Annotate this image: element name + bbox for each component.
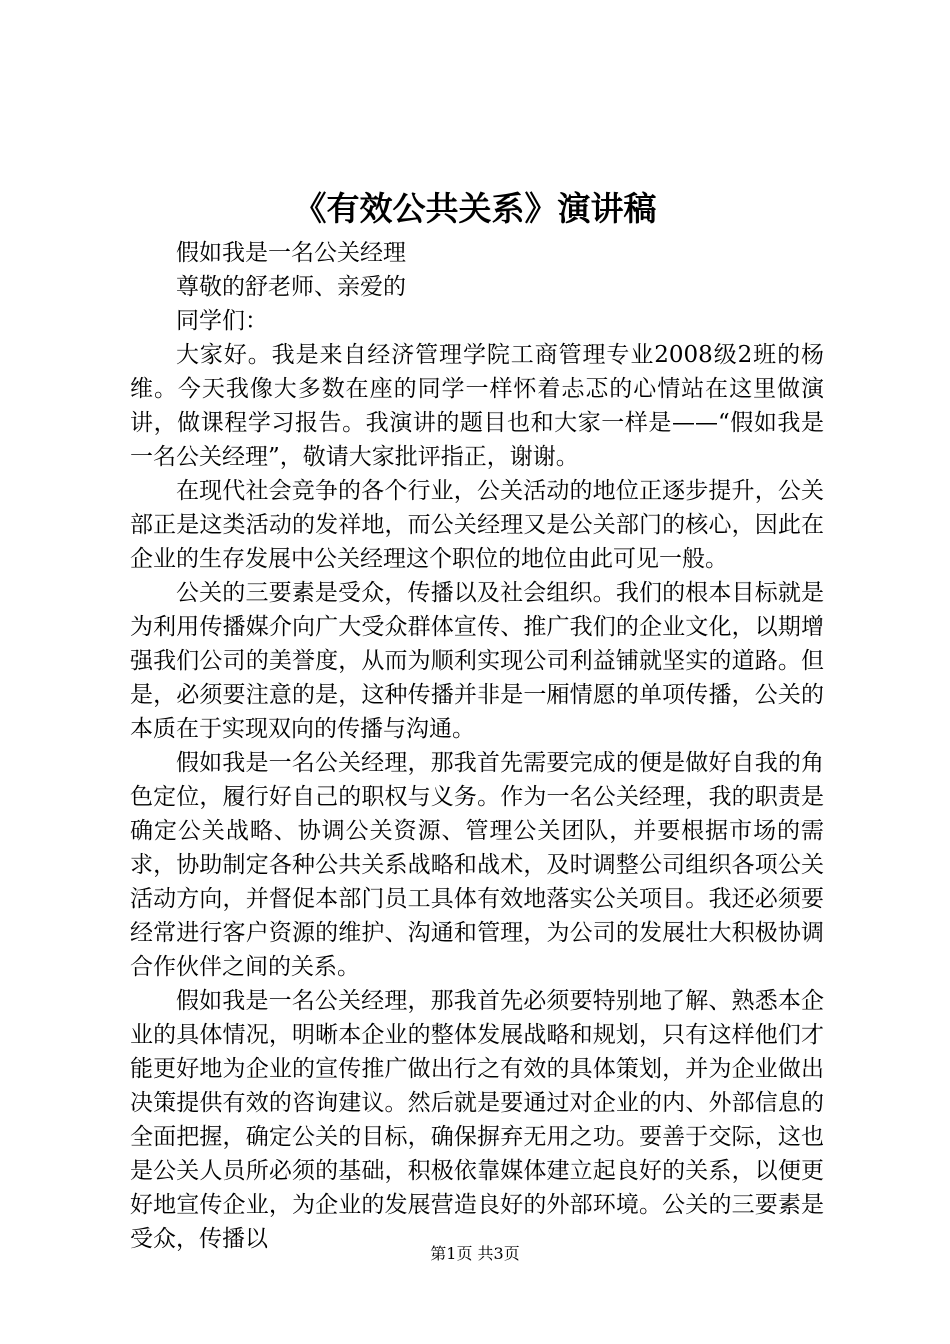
paragraph: 假如我是一名公关经理 xyxy=(176,240,406,266)
paragraph: 尊敬的舒老师、亲爱的 xyxy=(176,274,406,300)
page-footer: 第1页 共3页 xyxy=(430,1244,520,1263)
paragraph: 在现代社会竞争的各个行业，公关活动的地位正逐步提升，公关部正是这类活动的发祥地，而公关经理又是公关部门的核心，因此在企业的生存发展中公关经理这个职位的地位由此可见一般。 xyxy=(130,478,824,572)
paragraph: 同学们： xyxy=(176,308,268,334)
paragraph: 公关的三要素是受众，传播以及社会组织。我们的根本目标就是为利用传播媒介向广大受众群体宣传、推广我们的企业文化，以期增强我们公司的美誉度，从而为顺利实现公司利益铺就坚实的道路。但是，必须要注意的是，这种传播并非是一厢情愿的单项传播，公关的本质在于实现双向的传播与沟通。 xyxy=(130,580,824,742)
paragraph: 假如我是一名公关经理，那我首先必须要特别地了解、熟悉本企业的具体情况，明晰本企业的整体发展战略和规划，只有这样他们才能更好地为企业的宣传推广做出行之有效的具体策划，并为企业做出决策提供有效的咨询建议。然后就是要通过对企业的内、外部信息的全面把握，确定公关的目标，确保摒弃无用之功。要善于交际，这也是公关人员所必须的基础，积极依靠媒体建立起良好的关系，以便更好地宣传企业，为企业的发展营造良好的外部环境。公关的三要素是受众，传播以 xyxy=(130,988,824,1252)
paragraph: 大家好。我是来自经济管理学院工商管理专业2008级2班的杨维。今天我像大多数在座的同学一样怀着忐忑的心情站在这里做演讲，做课程学习报告。我演讲的题目也和大家一样是——“假如我是一名公关经理”，敬请大家批评指正，谢谢。 xyxy=(130,342,824,470)
document-title: 《有效公共关系》演讲稿 xyxy=(293,189,657,228)
paragraph: 假如我是一名公关经理，那我首先需要完成的便是做好自我的角色定位，履行好自己的职权与义务。作为一名公关经理，我的职责是确定公关战略、协调公关资源、管理公关团队，并要根据市场的需求，协助制定各种公共关系战略和战术，及时调整公司组织各项公关活动方向，并督促本部门员工具体有效地落实公关项目。我还必须要经常进行客户资源的维护、沟通和管理，为公司的发展壮大积极协调合作伙伴之间的关系。 xyxy=(130,750,824,980)
document-body xyxy=(130,236,824,1256)
